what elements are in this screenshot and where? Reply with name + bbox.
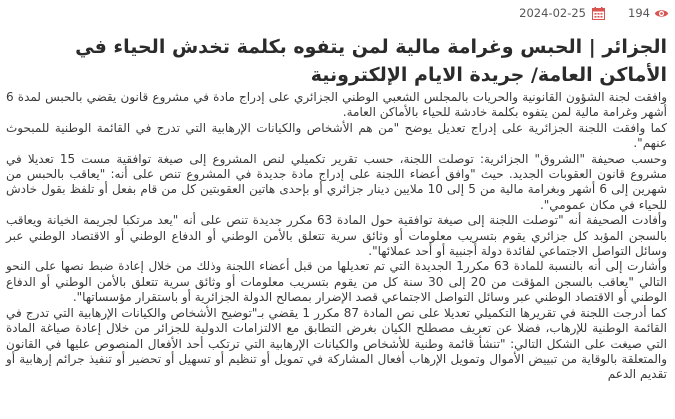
publish-date [519, 6, 605, 20]
date-text: 2024-02-25 [519, 6, 586, 20]
article-paragraph: وحسب صحيفة "الشروق" الجزائرية: توصلت اللجنة، حسب تقرير تكميلي لنص المشروع إلى صيغة توافقية مست 15 تعديلا في مشروع قانون العقوبات الجديد. حيث "وافق أعضاء اللجنة على إدراج مادة جديدة في المشروع تنص على أنه: "يعاقب بالحبس من شهرين إلى 6 أشهر وبغرامة مالية من 5 إلى 10 ملايين دينار جزائري أو بإحدى هاتين العقوبتين كل من قام بفعل أو تلفظ بقول خادش للحياء في مكان عمومي". [6, 151, 668, 212]
views-counter [628, 6, 669, 20]
article-paragraph: وافقت لجنة الشؤون القانونية والحريات بالمجلس الشعبي الوطني الجزائري على إدراج مادة في مشروع قانون يقضي بالحبس لمدة 6 أشهر وغرامة مالية لمن يتفوه بكلمة خادشة للحياء بالأماكن العامة. [6, 90, 667, 120]
article-paragraph: وأشارت إلى أنه بالنسبة للمادة 63 مكرر1 الجديدة التي تم تعديلها من قبل أعضاء اللجنة وذلك من خلال إعادة ضبط نصها على النحو التالي "يعاقب بالسجن المؤقت من 20 إلى 30 سنة كل من يقوم بتسريب معلومات أو وثائق سرية تتعلق بالأمن الوطني أو الدفاع الوطني أو الاقتصاد الوطني عبر وسائل التواصل الاجتماعي قصد الإضرار بمصالح الدولة الجزائرية أو باستقرار مؤسساتها". [6, 259, 667, 305]
eye-icon [654, 8, 669, 19]
views-count: 194 [628, 6, 650, 20]
article-body [6, 90, 667, 383]
article-paragraph: وأفادت الصحيفة أنه "توصلت اللجنة إلى صيغة توافقية حول المادة 63 مكرر جديدة تنص على أنه "يعد مرتكبا لجريمة الخيانة ويعاقب بالسجن المؤبد كل جزائري يقوم بتسريب معلومات أو وثائق سرية تتعلق بالأمن الوطني أو الدفاع الوطني أو الاقتصاد الوطني عبر وسائل التواصل الاجتماعي لفائدة دولة أجنبية أو أحد عملائها". [6, 213, 668, 259]
article-paragraph: كما وافقت اللجنة الجزائرية على إدراج تعديل يوضح "من هم الأشخاص والكيانات الإرهابية التي تدرج في القائمة الوطنية للمبحوث عنهم". [6, 120, 667, 151]
calendar-icon [592, 7, 605, 20]
article-paragraph: كما أدرجت اللجنة في تقريرها التكميلي تعديلا على نص المادة 87 مكرر 1 يقضي بـ"توضيح الأشخاص والكيانات الإرهابية التي تدرج في القائمة الوطنية للإرهاب، فضلا عن تعريف مصطلح الكيان بغرض التطابق مع الالتزامات الدولية للجزائر من خلال إعادة صياغة المادة التي صيغت على الشكل التالي: "تنشأ قائمة وطنية للأشخاص والكيانات الإرهابية التي ترتكب أحد الأفعال المنصوص عليها في القانون والمتعلقة بالوقاية من تبييض الأموال وتمويل الإرهاب أفعال المشاركة في تمويل أو تنظيم أو تسهيل أو تحضير أو تنفيذ جرائم إرهابية أو تقديم الدعم [6, 305, 667, 382]
article-meta [0, 6, 675, 22]
article-title: الجزائر | الحبس وغرامة مالية لمن يتفوه بكلمة تخدش الحياء في الأماكن العامة/ جريدة الايام الإلكترونية [75, 36, 667, 86]
